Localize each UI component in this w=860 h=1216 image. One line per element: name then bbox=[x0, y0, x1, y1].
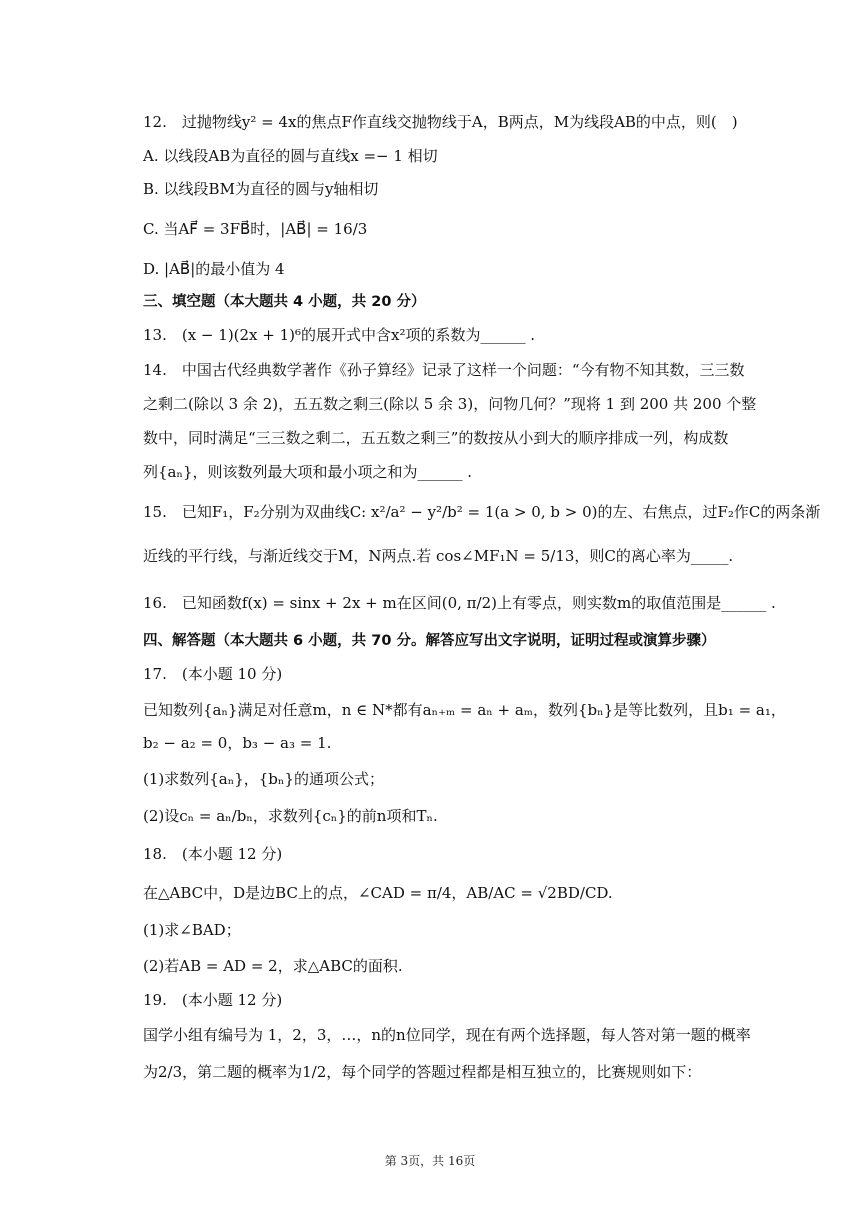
question-17-part-2: (2)设cₙ = aₙ/bₙ，求数列{cₙ}的前n项和Tₙ. bbox=[143, 807, 438, 825]
question-15-line-1: 15. 已知F₁，F₂分别为双曲线C: x²/a² − y²/b² = 1(a > 0, b > 0)的左、右焦点，过F₂作C的两条渐 bbox=[143, 503, 821, 521]
question-17-line-2: b₂ − a₂ = 0，b₃ − a₃ = 1. bbox=[143, 734, 332, 752]
question-18-part-2: (2)若AB = AD = 2，求△ABC的面积. bbox=[143, 957, 403, 975]
question-19-line-2: 为2/3，第二题的概率为1/2，每个同学的答题过程都是相互独立的，比赛规则如下： bbox=[143, 1063, 702, 1081]
option-a: A. 以线段AB为直径的圆与直线x =− 1 相切 bbox=[143, 147, 438, 165]
option-c: C. 当AF⃗ = 3FB⃗时，|AB⃗| = 16/3 bbox=[143, 220, 368, 238]
question-14-line-4: 列{aₙ}，则该数列最大项和最小项之和为______ . bbox=[143, 463, 473, 481]
option-b: B. 以线段BM为直径的圆与y轴相切 bbox=[143, 180, 379, 198]
question-18-header: 18. (本小题 12 分) bbox=[143, 845, 283, 863]
page-footer: 第 3页，共 16页 bbox=[384, 1154, 476, 1168]
question-16: 16. 已知函数f(x) = sinx + 2x + m在区间(0, π/2)上有零点，则实数m的取值范围是______ . bbox=[143, 594, 776, 612]
question-14-line-3: 数中，同时满足“三三数之剩二，五五数之剩三”的数按从小到大的顺序排成一列，构成数 bbox=[143, 429, 729, 447]
question-17-header: 17. (本小题 10 分) bbox=[143, 665, 283, 683]
question-15-line-2: 近线的平行线，与渐近线交于M，N两点.若 cos∠MF₁N = 5/13，则C的离心率为_____. bbox=[143, 547, 734, 565]
question-12-stem: 12. 过抛物线y² = 4x的焦点F作直线交抛物线于A，B两点，M为线段AB的中点，则( ) bbox=[143, 113, 738, 131]
question-17-part-1: (1)求数列{aₙ}，{bₙ}的通项公式； bbox=[143, 770, 384, 788]
question-14-line-2: 之剩二(除以 3 余 2)，五五数之剩三(除以 5 余 3)，问物几何？”现将 1 到 200 共 200 个整 bbox=[143, 395, 757, 413]
question-18-part-1: (1)求∠BAD； bbox=[143, 921, 241, 939]
question-13: 13. (x − 1)(2x + 1)⁶的展开式中含x²项的系数为______ . bbox=[143, 326, 536, 344]
question-19-line-1: 国学小组有编号为 1，2，3，…，n的n位同学，现在有两个选择题，每人答对第一题的概率 bbox=[143, 1026, 751, 1044]
question-18-line-1: 在△ABC中，D是边BC上的点，∠CAD = π/4，AB/AC = √2BD/CD. bbox=[143, 884, 613, 902]
question-17-line-1: 已知数列{aₙ}满足对任意m，n ∈ N*都有aₙ₊ₘ = aₙ + aₘ，数列{bₙ}是等比数列，且b₁ = a₁， bbox=[143, 701, 786, 719]
question-19-header: 19. (本小题 12 分) bbox=[143, 991, 283, 1009]
section-heading-answers: 四、解答题（本大题共 6 小题，共 70 分。解答应写出文字说明，证明过程或演算步骤） bbox=[143, 633, 716, 649]
option-d: D. |AB⃗|的最小值为 4 bbox=[143, 260, 285, 278]
section-heading-fill-in: 三、填空题（本大题共 4 小题，共 20 分） bbox=[143, 294, 426, 310]
question-14-line-1: 14. 中国古代经典数学著作《孙子算经》记录了这样一个问题：“今有物不知其数，三三数 bbox=[143, 361, 745, 379]
